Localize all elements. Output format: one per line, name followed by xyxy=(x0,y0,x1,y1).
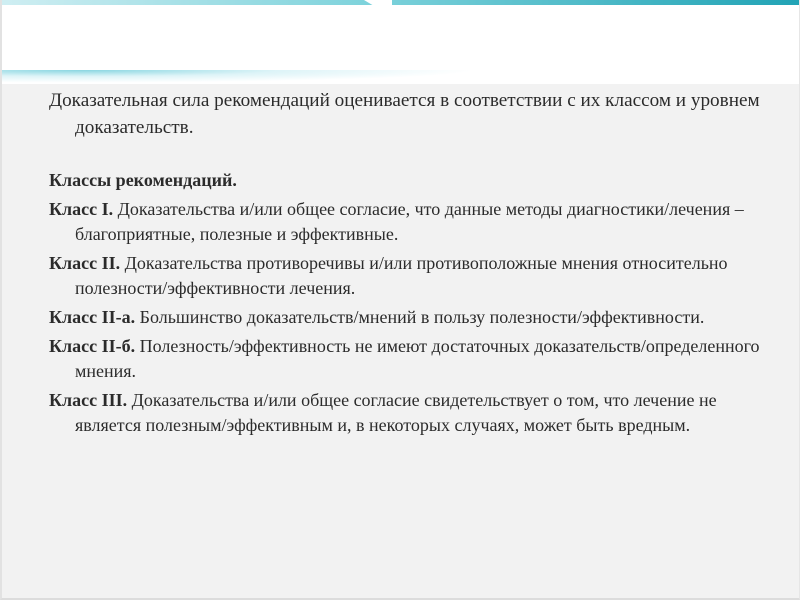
class-item-iii xyxy=(49,388,761,438)
class-label: Класс I. xyxy=(49,199,114,219)
class-item-ii-b xyxy=(49,334,761,384)
class-description: Доказательства и/или общее согласие, что данные методы диагностики/лечения – благоприятные, полезные и эффективные. xyxy=(75,199,744,244)
class-label: Класс III. xyxy=(49,390,128,410)
class-item-ii xyxy=(49,251,761,301)
top-accent-rule xyxy=(2,0,800,5)
class-label: Класс II-б. xyxy=(49,336,136,356)
class-item-ii-a xyxy=(49,305,761,330)
class-item-i xyxy=(49,197,761,247)
slide-body xyxy=(49,87,761,442)
class-label: Класс II. xyxy=(49,253,121,273)
class-description: Полезность/эффективность не имеют достаточных доказательств/определенного мнения. xyxy=(75,336,760,381)
intro-paragraph: Доказательная сила рекомендаций оценивается в соответствии с их классом и уровнем доказательств. xyxy=(49,90,760,138)
class-label: Класс II-а. xyxy=(49,307,136,327)
class-description: Большинство доказательств/мнений в пользу полезности/эффективности. xyxy=(135,307,705,327)
classes-heading: Классы рекомендаций. xyxy=(49,170,237,190)
class-description: Доказательства противоречивы и/или противоположные мнения относительно полезности/эффективности лечения. xyxy=(75,253,728,298)
class-description: Доказательства и/или общее согласие свидетельствует о том, что лечение не является полезным/эффективным и, в некоторых случаях, может быть вредным. xyxy=(75,390,717,435)
